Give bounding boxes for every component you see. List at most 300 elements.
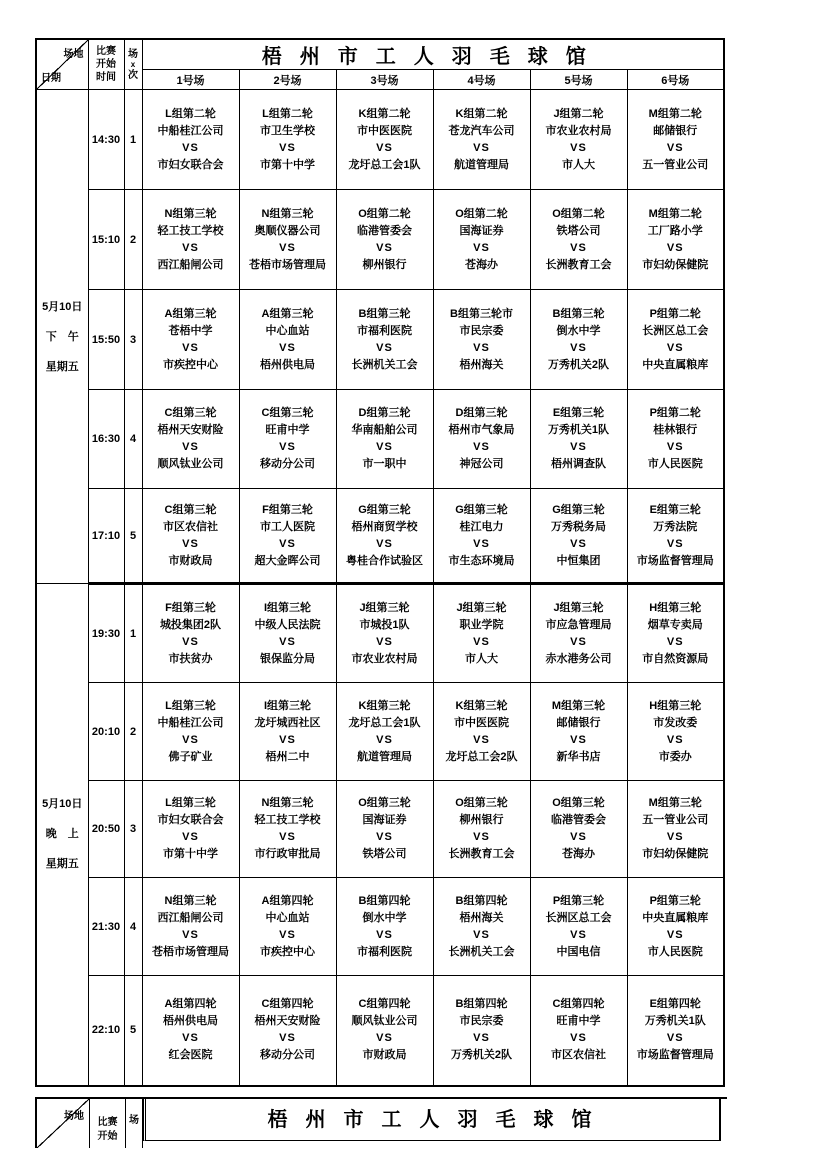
match-team-away: 超大金晖公司 xyxy=(254,554,321,567)
match-round: C组第四轮 xyxy=(261,998,314,1011)
vs-label: VS xyxy=(376,635,393,648)
match-round: K组第三轮 xyxy=(358,699,411,712)
match-cell xyxy=(530,190,627,290)
match-team-away: 市人民医院 xyxy=(647,458,703,470)
match-round: L组第二轮 xyxy=(165,107,216,120)
vs-label: VS xyxy=(279,537,296,550)
match-team-home: 中央直属粮库 xyxy=(642,911,709,924)
match-team-home: 市妇女联合会 xyxy=(157,814,224,826)
match-cell xyxy=(530,290,627,390)
match-cell xyxy=(239,489,336,584)
match-team-away: 银保监分局 xyxy=(260,652,315,665)
match-cell xyxy=(627,878,724,976)
match-team-away: 梧州二中 xyxy=(265,750,310,763)
session-number-cell: 3 xyxy=(124,781,142,878)
start-time-header-cell xyxy=(88,39,124,90)
session-number-cell: 3 xyxy=(124,290,142,390)
vs-label: VS xyxy=(570,928,587,941)
match-team-home: 梧州海关 xyxy=(459,911,504,924)
court-header: 6号场 xyxy=(627,70,724,90)
match-team-away: 市委办 xyxy=(658,750,692,763)
match-round: N组第三轮 xyxy=(164,894,217,907)
match-team-away: 佛子矿业 xyxy=(168,750,213,763)
vs-label: VS xyxy=(376,141,393,154)
match-team-away: 红会医院 xyxy=(168,1049,213,1062)
match-round: E组第三轮 xyxy=(552,407,605,419)
match-cell xyxy=(627,190,724,290)
match-team-home: 梧州天安财险 xyxy=(157,424,224,436)
match-team-away: 航道管理局 xyxy=(357,750,412,763)
next-page-table-fragment xyxy=(35,1097,727,1148)
match-round: B组第四轮 xyxy=(358,894,411,907)
match-time-cell: 17:10 xyxy=(88,489,124,584)
match-team-home: 市中医医院 xyxy=(357,124,412,137)
schedule-row xyxy=(36,781,724,878)
vs-label: VS xyxy=(570,537,587,550)
match-cell xyxy=(627,781,724,878)
vs-label: VS xyxy=(279,831,296,843)
vs-label: VS xyxy=(570,241,587,254)
match-round: I组第三轮 xyxy=(263,601,312,614)
vs-label: VS xyxy=(666,141,684,154)
match-team-home: 市民宗委 xyxy=(459,324,504,337)
session-header-line: 场 xyxy=(129,1115,139,1126)
match-team-home: 市中医医院 xyxy=(454,716,509,729)
match-cell xyxy=(239,90,336,190)
match-cell xyxy=(433,683,530,781)
start-time-header-line: 比赛 xyxy=(96,46,116,57)
match-team-home: 市民宗委 xyxy=(459,1015,504,1028)
match-round: B组第三轮市 xyxy=(450,307,513,320)
match-team-home: 倒水中学 xyxy=(556,324,601,337)
match-round: B组第三轮 xyxy=(358,307,411,320)
match-team-home: 中心血站 xyxy=(265,911,310,924)
match-cell xyxy=(530,683,627,781)
vs-label: VS xyxy=(570,1032,587,1045)
vs-label: VS xyxy=(279,928,296,941)
match-team-home: 国海证券 xyxy=(459,224,504,237)
match-round: K组第三轮 xyxy=(455,699,508,712)
vs-label: VS xyxy=(376,537,393,550)
match-round: M组第三轮 xyxy=(648,797,702,809)
match-cell xyxy=(627,584,724,683)
match-team-home: 柳州银行 xyxy=(459,814,504,826)
match-team-away: 市生态环境局 xyxy=(448,554,515,567)
match-cell xyxy=(433,976,530,1086)
match-time-cell: 15:50 xyxy=(88,290,124,390)
match-team-away: 市疾控中心 xyxy=(163,358,218,371)
vs-label: VS xyxy=(182,537,199,550)
match-team-away: 市第十中学 xyxy=(163,848,218,860)
match-team-away: 新华书店 xyxy=(556,750,601,763)
match-round: J组第二轮 xyxy=(553,107,604,120)
vs-label: VS xyxy=(279,441,296,453)
date-line: 5月10日 xyxy=(42,798,83,811)
schedule-row xyxy=(36,683,724,781)
match-cell xyxy=(239,976,336,1086)
match-team-away: 中国电信 xyxy=(556,945,601,958)
match-round: P组第二轮 xyxy=(649,407,701,419)
match-cell xyxy=(627,90,724,190)
match-round: P组第三轮 xyxy=(552,894,605,907)
match-round: E组第三轮 xyxy=(649,503,701,516)
vs-label: VS xyxy=(473,928,490,941)
vs-label: VS xyxy=(279,1032,296,1045)
match-cell xyxy=(239,190,336,290)
schedule-row xyxy=(36,489,724,584)
vs-label: VS xyxy=(279,241,296,254)
vs-label: VS xyxy=(570,733,587,746)
vs-label: VS xyxy=(666,1032,684,1045)
match-round: A组第三轮 xyxy=(164,307,217,320)
vs-label: VS xyxy=(666,831,684,843)
match-round: C组第三轮 xyxy=(164,407,217,419)
match-team-home: 龙圩城西社区 xyxy=(254,716,321,729)
match-round: P组第三轮 xyxy=(649,894,701,907)
match-round: O组第二轮 xyxy=(552,207,605,220)
match-team-away: 柳州银行 xyxy=(362,258,407,271)
match-round: I组第三轮 xyxy=(263,699,312,712)
match-cell xyxy=(433,90,530,190)
match-team-away: 梧州供电局 xyxy=(260,358,315,371)
match-cell xyxy=(336,683,433,781)
match-team-away: 市第十中学 xyxy=(260,158,315,171)
match-team-away: 市人大 xyxy=(465,652,498,665)
match-team-away: 市疾控中心 xyxy=(260,945,315,958)
corner-header-cell xyxy=(37,1099,90,1148)
match-round: M组第二轮 xyxy=(648,207,702,220)
match-cell xyxy=(142,683,239,781)
venue-title: 梧州市工人羽毛球馆 xyxy=(142,39,724,70)
match-team-away: 市妇幼保健院 xyxy=(642,258,709,271)
match-cell xyxy=(336,390,433,489)
match-round: D组第三轮 xyxy=(455,407,508,419)
match-cell xyxy=(142,976,239,1086)
match-team-away: 航道管理局 xyxy=(454,158,509,171)
vs-label: VS xyxy=(473,831,490,843)
match-team-home: 市区农信社 xyxy=(163,520,218,533)
match-cell xyxy=(627,683,724,781)
match-cell xyxy=(433,390,530,489)
match-round: A组第四轮 xyxy=(261,894,314,907)
match-team-away: 移动分公司 xyxy=(260,458,315,470)
match-team-home: 五一管业公司 xyxy=(642,814,709,826)
match-round: B组第四轮 xyxy=(455,998,508,1011)
match-round: O组第三轮 xyxy=(455,797,508,809)
match-team-away: 粤桂合作试验区 xyxy=(346,554,423,567)
match-team-home: 中船桂江公司 xyxy=(157,716,224,729)
schedule-row xyxy=(36,878,724,976)
match-team-home: 桂林银行 xyxy=(653,424,698,436)
match-cell xyxy=(142,390,239,489)
vs-label: VS xyxy=(182,241,199,254)
main-schedule-table xyxy=(35,38,725,1087)
date-cell xyxy=(36,584,88,1086)
vs-label: VS xyxy=(570,441,587,453)
vs-label: VS xyxy=(570,635,587,648)
corner-venue-label: 场地 xyxy=(64,1111,84,1122)
match-team-away: 西江船闸公司 xyxy=(157,258,224,271)
match-round: D组第三轮 xyxy=(358,407,411,419)
match-team-home: 西江船闸公司 xyxy=(157,911,224,924)
match-team-home: 梧州商贸学校 xyxy=(351,520,418,533)
vs-label: VS xyxy=(182,441,199,453)
schedule-row xyxy=(36,90,724,190)
match-team-away: 梧州调查队 xyxy=(551,458,606,470)
match-round: H组第三轮 xyxy=(649,601,702,614)
session-number-cell: 2 xyxy=(124,190,142,290)
vs-label: VS xyxy=(279,733,296,746)
match-cell xyxy=(336,584,433,683)
match-team-home: 城投集团2队 xyxy=(159,618,222,631)
match-team-home: 中船桂江公司 xyxy=(157,124,224,137)
match-team-away: 市自然资源局 xyxy=(642,652,709,665)
match-cell xyxy=(530,781,627,878)
match-cell xyxy=(627,976,724,1086)
match-team-home: 临港管委会 xyxy=(357,224,412,237)
match-round: G组第三轮 xyxy=(552,503,605,516)
match-cell xyxy=(627,489,724,584)
vs-label: VS xyxy=(570,831,587,843)
schedule-row xyxy=(36,976,724,1086)
match-cell xyxy=(336,878,433,976)
match-team-away: 长洲机关工会 xyxy=(351,358,418,371)
match-cell xyxy=(433,781,530,878)
match-cell xyxy=(239,781,336,878)
match-cell xyxy=(142,584,239,683)
match-team-home: 长洲区总工会 xyxy=(642,324,709,337)
schedule-row xyxy=(36,390,724,489)
court-header: 1号场 xyxy=(142,70,239,90)
match-team-away: 市财政局 xyxy=(362,1049,407,1062)
match-team-away: 市福利医院 xyxy=(357,945,412,958)
session-header-cell xyxy=(126,1099,143,1148)
match-round: L组第三轮 xyxy=(165,699,216,712)
match-cell xyxy=(336,489,433,584)
match-team-away: 市人民医院 xyxy=(647,945,703,958)
vs-label: VS xyxy=(182,831,199,843)
match-round: L组第三轮 xyxy=(165,797,216,809)
match-team-away: 长洲教育工会 xyxy=(448,848,515,860)
match-team-home: 桂江电力 xyxy=(459,520,504,533)
title-row xyxy=(36,39,724,70)
match-round: J组第三轮 xyxy=(553,601,604,614)
match-cell xyxy=(239,584,336,683)
date-line: 5月10日 xyxy=(42,300,83,313)
court-header: 2号场 xyxy=(239,70,336,90)
match-round: N组第三轮 xyxy=(261,207,314,220)
match-team-away: 苍梧市场管理局 xyxy=(249,258,326,271)
vs-label: VS xyxy=(666,441,684,453)
vs-label: VS xyxy=(182,928,199,941)
date-line: 星期五 xyxy=(45,360,79,373)
match-team-away: 苍海办 xyxy=(465,258,498,271)
match-round: F组第三轮 xyxy=(165,601,216,614)
match-team-home: 市城投1队 xyxy=(359,618,410,631)
vs-label: VS xyxy=(182,635,199,648)
match-round: K组第二轮 xyxy=(455,107,508,120)
match-team-away: 市农业农村局 xyxy=(351,652,418,665)
match-team-home: 万秀税务局 xyxy=(551,520,606,533)
vs-label: VS xyxy=(473,141,490,154)
vs-label: VS xyxy=(473,733,490,746)
court-header: 4号场 xyxy=(433,70,530,90)
schedule-row xyxy=(36,290,724,390)
match-team-home: 万秀机关1队 xyxy=(547,424,610,436)
session-number-cell: 1 xyxy=(124,90,142,190)
match-time-cell: 22:10 xyxy=(88,976,124,1086)
court-header: 5号场 xyxy=(530,70,627,90)
vs-label: VS xyxy=(666,341,684,354)
match-cell xyxy=(336,976,433,1086)
match-cell xyxy=(239,390,336,489)
match-team-home: 万秀机关1队 xyxy=(644,1015,706,1028)
match-cell xyxy=(239,290,336,390)
session-header-line: 场 xyxy=(128,48,138,60)
match-team-home: 市应急管理局 xyxy=(545,618,612,631)
match-team-away: 铁塔公司 xyxy=(362,848,407,860)
vs-label: VS xyxy=(666,537,684,550)
match-team-home: 轻工技工学校 xyxy=(157,224,224,237)
match-round: N组第三轮 xyxy=(164,207,217,220)
match-round: F组第三轮 xyxy=(262,503,313,516)
match-cell xyxy=(627,390,724,489)
match-team-away: 梧州海关 xyxy=(459,358,504,371)
match-time-cell: 16:30 xyxy=(88,390,124,489)
match-team-home: 梧州市气象局 xyxy=(448,424,515,436)
vs-label: VS xyxy=(182,141,199,154)
match-team-away: 五一管业公司 xyxy=(642,158,709,171)
match-team-away: 市场监督管理局 xyxy=(636,1049,714,1062)
match-team-home: 中级人民法院 xyxy=(254,618,321,631)
match-round: M组第三轮 xyxy=(551,699,606,712)
date-cell xyxy=(36,90,88,584)
match-cell xyxy=(336,290,433,390)
match-team-away: 市妇女联合会 xyxy=(157,158,224,171)
match-cell xyxy=(336,90,433,190)
match-team-home: 市发改委 xyxy=(653,716,698,729)
vs-label: VS xyxy=(473,341,490,354)
match-round: E组第四轮 xyxy=(649,998,701,1011)
match-round: C组第四轮 xyxy=(358,998,411,1011)
match-team-away: 苍海办 xyxy=(562,848,595,860)
match-team-home: 中心血站 xyxy=(265,324,310,337)
match-team-away: 市人大 xyxy=(562,158,595,171)
vs-label: VS xyxy=(473,635,490,648)
match-team-away: 神冠公司 xyxy=(459,458,504,470)
vs-label: VS xyxy=(376,241,393,254)
match-cell xyxy=(142,489,239,584)
match-team-home: 苍梧中学 xyxy=(168,324,213,337)
vs-label: VS xyxy=(182,733,199,746)
match-team-home: 邮储银行 xyxy=(653,124,698,137)
vs-label: VS xyxy=(182,1032,199,1045)
match-cell xyxy=(433,489,530,584)
match-round: K组第二轮 xyxy=(358,107,411,120)
match-round: C组第三轮 xyxy=(261,407,314,419)
vs-label: VS xyxy=(279,341,296,354)
date-line: 下 午 xyxy=(45,330,79,343)
corner-date-label: 日期 xyxy=(41,73,61,84)
match-cell xyxy=(530,390,627,489)
match-team-away: 市一职中 xyxy=(362,458,407,470)
match-team-home: 市工人医院 xyxy=(260,520,315,533)
match-team-home: 梧州天安财险 xyxy=(254,1015,321,1028)
match-team-away: 市区农信社 xyxy=(551,1049,606,1062)
vs-label: VS xyxy=(279,635,296,648)
match-cell xyxy=(142,781,239,878)
match-round: N组第三轮 xyxy=(261,797,314,809)
match-team-home: 旺甫中学 xyxy=(265,424,310,436)
match-team-away: 移动分公司 xyxy=(260,1049,315,1062)
court-header: 3号场 xyxy=(336,70,433,90)
match-team-away: 龙圩总工会1队 xyxy=(348,158,421,171)
match-team-away: 长洲机关工会 xyxy=(448,945,515,958)
vs-label: VS xyxy=(376,733,393,746)
match-round: B组第三轮 xyxy=(552,307,605,320)
vs-label: VS xyxy=(473,537,490,550)
match-team-home: 铁塔公司 xyxy=(556,224,601,237)
vs-label: VS xyxy=(666,241,684,254)
vs-label: VS xyxy=(473,441,490,453)
match-round: H组第三轮 xyxy=(649,699,702,712)
match-cell xyxy=(433,190,530,290)
start-time-header-line: 比赛 xyxy=(97,1117,118,1128)
match-team-home: 顺风钛业公司 xyxy=(351,1015,418,1028)
match-cell xyxy=(336,190,433,290)
date-line: 晚 上 xyxy=(45,828,79,841)
match-team-home: 长洲区总工会 xyxy=(545,911,612,924)
match-round: O组第二轮 xyxy=(455,207,508,220)
match-cell xyxy=(530,976,627,1086)
vs-label: VS xyxy=(473,241,490,254)
match-team-home: 邮储银行 xyxy=(556,716,601,729)
match-team-home: 奥顺仪器公司 xyxy=(254,224,321,237)
vs-label: VS xyxy=(376,831,393,843)
match-cell xyxy=(530,489,627,584)
match-team-home: 市福利医院 xyxy=(357,324,412,337)
match-team-home: 苍龙汽车公司 xyxy=(448,124,515,137)
match-cell xyxy=(336,781,433,878)
match-team-away: 赤水港务公司 xyxy=(545,652,612,665)
start-time-header-cell xyxy=(90,1099,126,1148)
match-time-cell: 20:10 xyxy=(88,683,124,781)
match-round: O组第二轮 xyxy=(358,207,411,220)
match-cell xyxy=(530,878,627,976)
match-team-away: 顺风钛业公司 xyxy=(157,458,224,470)
match-team-away: 市扶贫办 xyxy=(168,652,213,665)
match-time-cell: 21:30 xyxy=(88,878,124,976)
match-round: C组第三轮 xyxy=(164,503,217,516)
match-round: P组第二轮 xyxy=(649,307,701,320)
match-team-away: 万秀机关2队 xyxy=(450,1049,513,1062)
match-team-home: 市农业农村局 xyxy=(545,124,612,137)
match-time-cell: 15:10 xyxy=(88,190,124,290)
session-number-cell: 4 xyxy=(124,390,142,489)
schedule-row xyxy=(36,584,724,683)
start-time-header-line: 开始 xyxy=(96,59,116,70)
vs-label: VS xyxy=(376,1032,393,1045)
match-cell xyxy=(530,90,627,190)
match-team-home: 倒水中学 xyxy=(362,911,407,924)
vs-label: VS xyxy=(182,341,199,354)
match-cell xyxy=(239,683,336,781)
match-team-away: 市财政局 xyxy=(168,554,213,567)
match-round: C组第四轮 xyxy=(552,998,605,1011)
match-cell xyxy=(142,878,239,976)
match-time-cell: 19:30 xyxy=(88,584,124,683)
match-team-away: 市行政审批局 xyxy=(254,848,321,860)
